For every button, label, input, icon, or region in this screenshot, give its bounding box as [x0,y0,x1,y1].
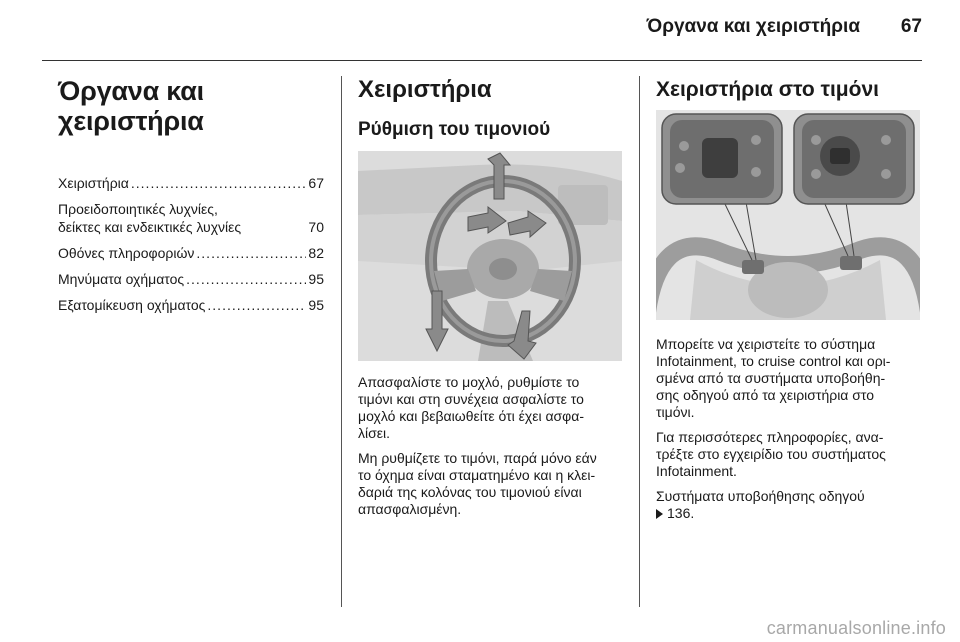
page-number: 67 [900,16,922,37]
paragraph [656,429,926,480]
text-line: λίσει. [358,425,390,441]
toc-entry-label: δείκτες και ενδεικτικές λυχνίες [58,219,242,235]
toc-entry[interactable] [58,296,324,314]
text-line: Infotainment. [656,463,737,479]
text-line: τιμόνι και στη συνέχεια ασφαλίστε το [358,391,584,407]
adjustment-instructions [358,374,628,518]
text-line: σης οδηγού από τα χειριστήρια στο [656,387,875,403]
watermark: carmanualsonline.info [766,618,946,638]
toc-entry-label: Εξατομίκευση οχήματος [58,297,206,313]
text-line: Συστήματα υποβοήθησης οδηγού [656,488,865,504]
text-line: Για περισσότερες πληροφορίες, ανα- [656,429,884,445]
controls-description [656,336,926,522]
toc-entry-page: 95 [308,271,324,287]
toc-leader-dots [131,174,307,192]
column-divider-2 [639,76,640,607]
paragraph [656,336,926,421]
toc-entry-page: 67 [308,175,324,191]
toc-entry-label: Χειριστήρια [58,175,129,191]
text-line: τρέξτε στο εγχειρίδιο του συστήματος [656,446,886,462]
toc-entry-page: 70 [308,219,324,235]
toc-entry-label: Μηνύματα οχήματος [58,271,185,287]
text-line: σμένα από τα συστήματα υποβοήθη- [656,370,886,386]
subsection-title: Ρύθμιση του τιμονιού [358,119,551,140]
toc-leader-dots [207,296,306,314]
toc-leader-dots [186,270,306,288]
header-rule [42,60,922,61]
section-title: Χειριστήρια στο τιμόνι [656,78,879,101]
chapter-column [58,76,324,322]
section-title: Χειριστήρια [358,76,492,103]
steering-adjustment-column [358,76,622,142]
toc-entry[interactable] [58,174,324,192]
table-of-contents [58,174,324,314]
chapter-title-line1: Όργανα και [58,76,204,106]
steering-wheel-controls-illustration [656,110,920,320]
text-line: Μπορείτε να χειριστείτε το σύστημα [656,336,876,352]
text-line: Μη ρυθμίζετε το τιμόνι, παρά μόνο εάν [358,450,597,466]
column-divider-1 [341,76,342,607]
cross-reference-paragraph [656,488,926,522]
steering-controls-illustration [656,110,920,320]
paragraph [358,374,628,442]
text-line: τιμόνι. [656,404,695,420]
toc-entry[interactable] [58,270,324,288]
text-line: απασφαλισμένη. [358,501,462,517]
text-line: Απασφαλίστε το μοχλό, ρυθμίστε το [358,374,580,390]
reference-page-link[interactable]: 136. [667,505,695,521]
toc-entry-page: 95 [308,297,324,313]
running-header-title: Όργανα και χειριστήρια [646,16,860,37]
reference-triangle-icon [656,509,663,519]
chapter-title-line2: χειριστήρια [58,106,204,136]
chapter-title [58,76,324,136]
toc-entry[interactable] [58,244,324,262]
text-line: Infotainment, το cruise control και ορι- [656,353,891,369]
toc-entry-label-line1: Προειδοποιητικές λυχνίες, [58,201,218,217]
warning-paragraph [358,450,628,518]
toc-entry-label: Οθόνες πληροφοριών [58,245,195,261]
steering-controls-column [656,76,920,104]
toc-entry[interactable] [58,200,324,236]
toc-entry-page: 82 [308,245,324,261]
toc-leader-dots [196,244,306,262]
steering-wheel-illustration [358,151,622,361]
text-line: δαριά της κολόνας του τιμονιού είναι [358,484,582,500]
steering-adjustment-illustration [358,151,622,361]
text-line: το όχημα είναι σταματημένο και η κλει- [358,467,596,483]
text-line: μοχλό και βεβαιωθείτε ότι έχει ασφα- [358,408,585,424]
